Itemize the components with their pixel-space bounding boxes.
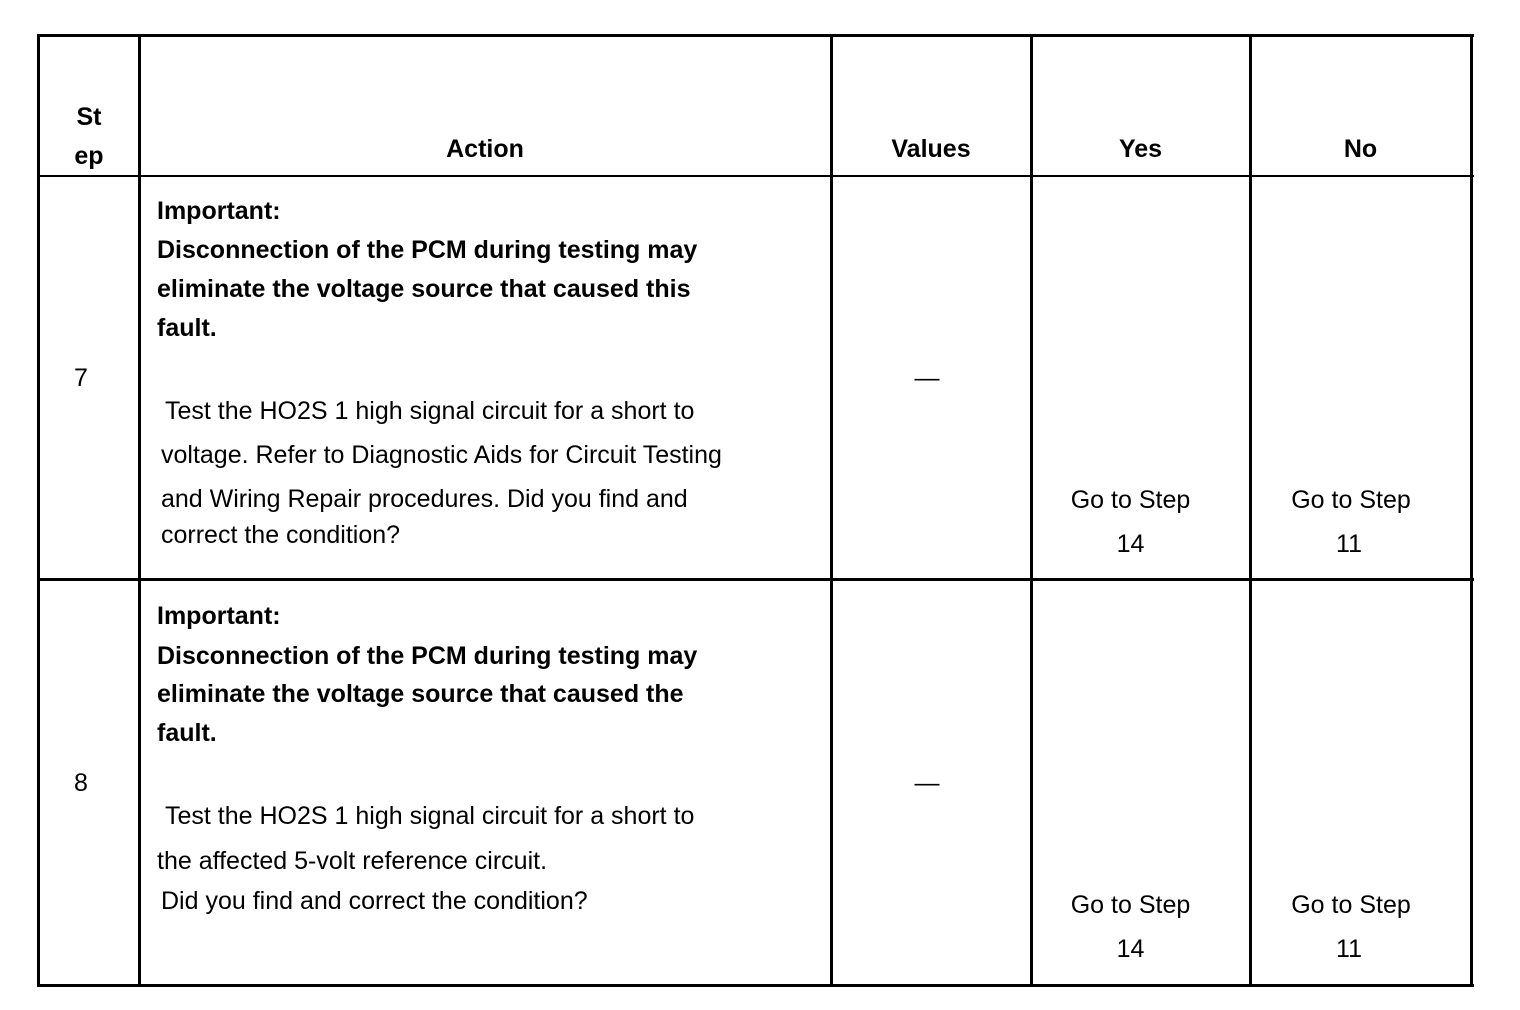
row-divider xyxy=(37,578,1474,581)
column-divider xyxy=(830,34,833,987)
table-border-bottom xyxy=(37,984,1474,987)
yes-step-number: 14 xyxy=(1116,530,1145,558)
header-divider xyxy=(37,175,1474,177)
header-step xyxy=(40,98,138,176)
header-values: Values xyxy=(891,135,971,163)
important-label: Important: xyxy=(157,197,281,225)
important-note-line: eliminate the voltage source that caused the xyxy=(157,680,684,708)
column-divider xyxy=(138,34,141,987)
yes-go-to-step: Go to Step xyxy=(1070,486,1191,514)
no-step-number: 11 xyxy=(1336,935,1362,963)
header-step-line2: ep xyxy=(74,142,104,170)
yes-step-number: 14 xyxy=(1116,935,1145,963)
important-label: Important: xyxy=(157,602,281,630)
step-number: 8 xyxy=(74,769,88,797)
header-action: Action xyxy=(446,135,524,163)
value-dash: — xyxy=(914,364,940,392)
no-go-to-step: Go to Step xyxy=(1291,891,1411,919)
header-no: No xyxy=(1343,135,1378,163)
table-border-top xyxy=(37,34,1474,37)
step-number: 7 xyxy=(74,364,88,392)
action-line: voltage. Refer to Diagnostic Aids for Circuit Testing xyxy=(161,441,722,469)
action-line: the affected 5-volt reference circuit. xyxy=(157,847,548,875)
action-line: correct the condition? xyxy=(161,521,401,549)
important-note-line: Disconnection of the PCM during testing may xyxy=(157,236,698,264)
no-step-number: 11 xyxy=(1336,530,1362,558)
header-step-line1: St xyxy=(76,103,102,131)
no-go-to-step: Go to Step xyxy=(1291,486,1411,514)
value-dash: — xyxy=(914,769,940,797)
important-note-line: fault. xyxy=(157,719,217,747)
action-line: Did you find and correct the condition? xyxy=(161,887,588,915)
important-note-line: fault. xyxy=(157,314,217,342)
header-yes: Yes xyxy=(1118,135,1163,163)
table-border-right xyxy=(1470,34,1473,987)
action-line: Test the HO2S 1 high signal circuit for a short to xyxy=(165,802,695,830)
important-note-line: Disconnection of the PCM during testing may xyxy=(157,642,698,670)
yes-go-to-step: Go to Step xyxy=(1070,891,1191,919)
action-line: Test the HO2S 1 high signal circuit for a short to xyxy=(165,397,695,425)
action-line: and Wiring Repair procedures. Did you find and xyxy=(161,485,688,513)
table-border-left xyxy=(37,34,40,987)
important-note-line: eliminate the voltage source that caused this xyxy=(157,275,691,303)
